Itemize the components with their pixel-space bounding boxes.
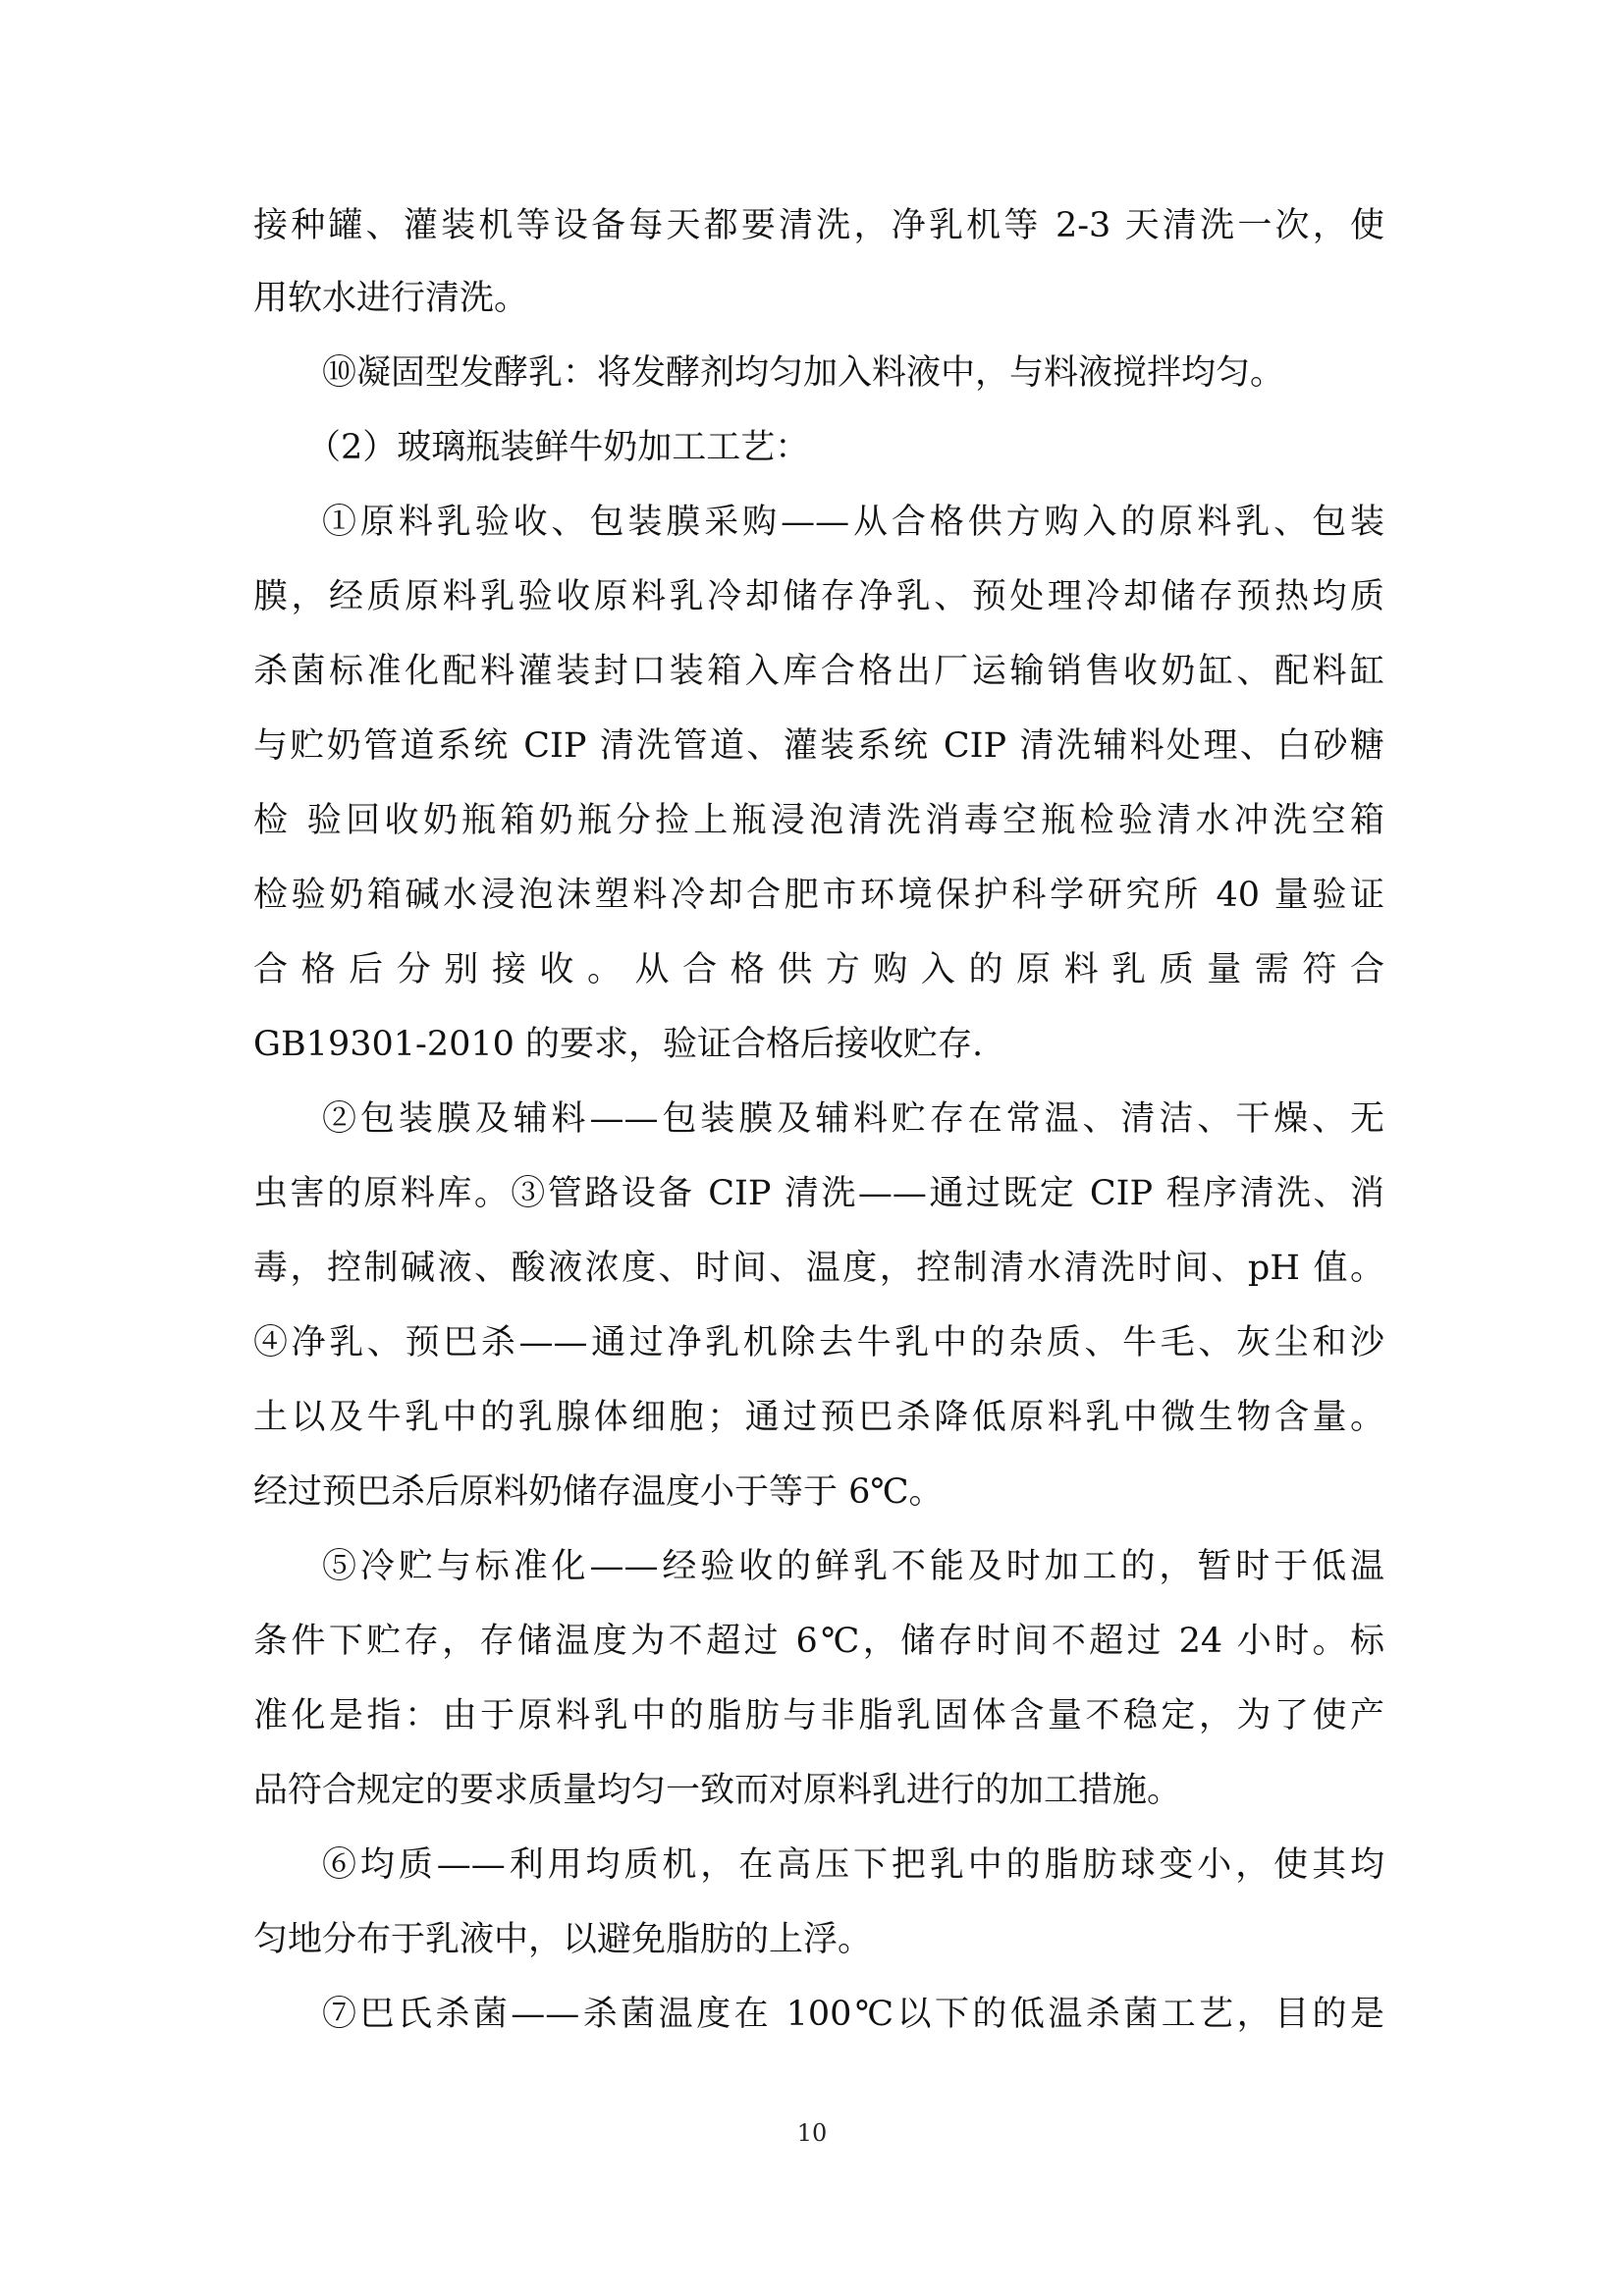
text-line: ⑥均质——利用均质机，在高压下把乳中的脂肪球变小，使其均 <box>322 1845 1384 1885</box>
text-line: 虫害的原料库。③管路设备 CIP 清洗——通过既定 CIP 程序清洗、消 <box>253 1174 1384 1213</box>
text-line: 准化是指：由于原料乳中的脂肪与非脂乳固体含量不稳定，为了使产 <box>253 1696 1384 1735</box>
text-line: ⑩凝固型发酵乳：将发酵剂均匀加入料液中，与料液搅拌均匀。 <box>322 353 1285 393</box>
text-line: 膜，经质原料乳验收原料乳冷却储存净乳、预处理冷却储存预热均质 <box>253 577 1384 616</box>
text-line: 土以及牛乳中的乳腺体细胞；通过预巴杀降低原料乳中微生物含量。 <box>253 1398 1384 1437</box>
text-line: 毒，控制碱液、酸液浓度、时间、温度，控制清水清洗时间、pH 值。 <box>253 1249 1384 1288</box>
text-line: ⑦巴氏杀菌——杀菌温度在 100℃以下的低温杀菌工艺，目的是 <box>322 1995 1384 2034</box>
text-line: 经过预巴杀后原料奶储存温度小于等于 6℃。 <box>253 1472 944 1512</box>
text-line: 与贮奶管道系统 CIP 清洗管道、灌装系统 CIP 清洗辅料处理、白砂糖 <box>253 726 1384 766</box>
text-line: 检验奶箱碱水浸泡沫塑料冷却合肥市环境保护科学研究所 40 量验证 <box>253 876 1384 915</box>
text-line: 用软水进行清洗。 <box>253 279 529 318</box>
text-line: 合格后分别接收。从合格供方购入的原料乳质量需符合 <box>253 950 1384 989</box>
text-line: ⑤冷贮与标准化——经验收的鲜乳不能及时加工的，暂时于低温 <box>322 1547 1384 1586</box>
text-line: ④净乳、预巴杀——通过净乳机除去牛乳中的杂质、牛毛、灰尘和沙 <box>253 1323 1384 1362</box>
section-heading: （2）玻璃瓶装鲜牛奶加工工艺： <box>306 428 810 467</box>
text-line: ①原料乳验收、包装膜采购——从合格供方购入的原料乳、包装 <box>322 503 1384 542</box>
text-line: 接种罐、灌装机等设备每天都要清洗，净乳机等 2-3 天清洗一次，使 <box>253 206 1384 245</box>
text-line: 匀地分布于乳液中，以避免脂肪的上浮。 <box>253 1920 873 1959</box>
text-line: GB19301-2010 的要求，验证合格后接收贮存. <box>253 1025 984 1064</box>
text-line: ②包装膜及辅料——包装膜及辅料贮存在常温、清洁、干燥、无 <box>322 1099 1384 1139</box>
text-line: 杀菌标准化配料灌装封口装箱入库合格出厂运输销售收奶缸、配料缸 <box>253 652 1384 691</box>
page-number: 10 <box>796 2119 828 2147</box>
text-line: 条件下贮存，存储温度为不超过 6℃，储存时间不超过 24 小时。标 <box>253 1622 1384 1661</box>
text-line: 检 验回收奶瓶箱奶瓶分捡上瓶浸泡清洗消毒空瓶检验清水冲洗空箱 <box>253 801 1384 840</box>
text-line: 品符合规定的要求质量均匀一致而对原料乳进行的加工措施。 <box>253 1771 1182 1810</box>
